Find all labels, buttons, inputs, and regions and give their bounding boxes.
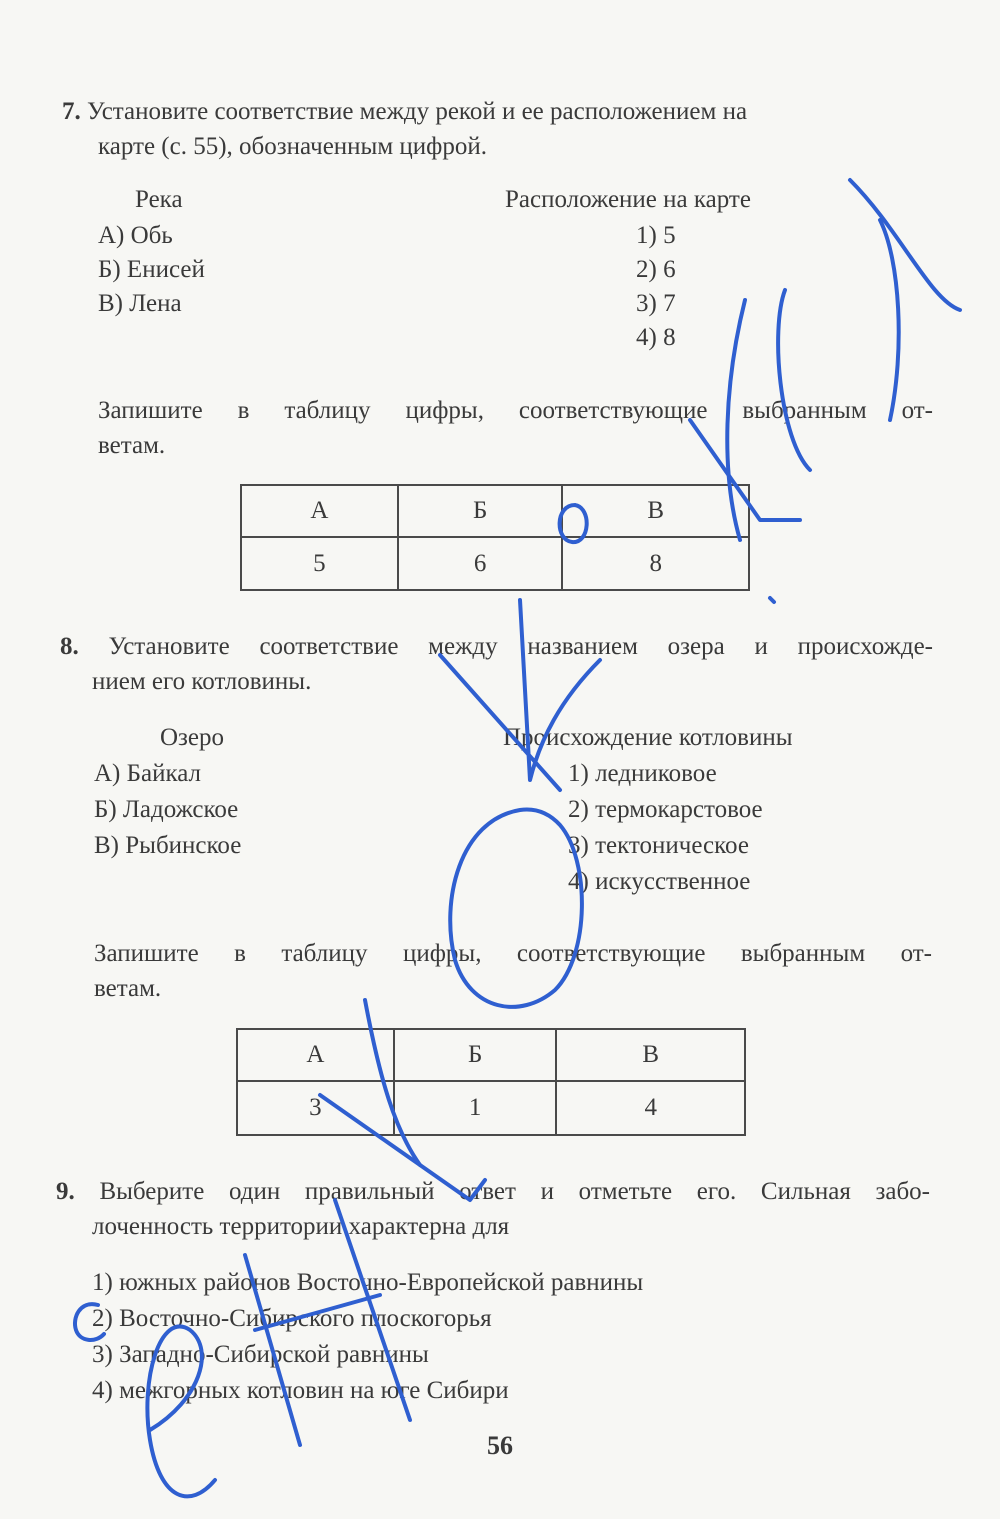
q8-header-b: Б (394, 1029, 557, 1081)
q8-left-item: Б) Ладожское (94, 796, 239, 823)
q8-answer-a[interactable]: 3 (237, 1081, 394, 1135)
ink-stroke (880, 220, 899, 420)
q7-line2: карте (с. 55), обозначенным цифрой. (98, 133, 488, 160)
q7-right-item: 2) 6 (636, 256, 676, 283)
q7-header-a: А (241, 485, 398, 537)
q9-text-1: Выберите один правильный ответ и отметьте его. Сильная забо- (99, 1178, 931, 1205)
q8-left-header: Озеро (160, 724, 225, 751)
q7-instruction-1: Запишите в таблицу цифры, соответствующие выбранным от- (98, 397, 933, 424)
q8-number: 8. (60, 633, 79, 660)
q7-answer-a[interactable]: 5 (241, 537, 398, 590)
q9-option[interactable]: 4) межгорных котловин на юге Сибири (92, 1377, 509, 1404)
q8-line2: нием его котловины. (92, 668, 312, 695)
q8-line1 (60, 630, 933, 664)
q7-right-item: 4) 8 (636, 324, 676, 351)
q8-answer-table (236, 1028, 746, 1136)
q7-number: 7. (62, 98, 81, 125)
q7-line1 (62, 95, 747, 129)
q7-left-item: В) Лена (98, 290, 182, 317)
q8-right-item: 1) ледниковое (568, 760, 717, 787)
q8-header-c: В (556, 1029, 745, 1081)
q8-answer-c[interactable]: 4 (556, 1081, 745, 1135)
q9-option[interactable]: 2) Восточно-Сибирского плоскогорья (92, 1305, 492, 1332)
q7-right-item: 1) 5 (636, 222, 676, 249)
q9-line1 (56, 1175, 930, 1209)
q8-left-item: В) Рыбинское (94, 832, 242, 859)
q7-left-item: А) Обь (98, 222, 173, 249)
ink-stroke (450, 810, 582, 1007)
q7-answer-table (240, 484, 750, 591)
q8-left-item: А) Байкал (94, 760, 202, 787)
q7-left-header: Река (135, 186, 183, 213)
q8-text-1: Установите соответствие между названием озера и происхожде- (108, 633, 933, 660)
q8-right-item: 3) тектоническое (568, 832, 749, 859)
q7-header-c: В (562, 485, 749, 537)
q8-instruction-2: ветам. (94, 975, 162, 1002)
q7-instruction-2: ветам. (98, 432, 166, 459)
q8-right-item: 4) искусственное (568, 868, 751, 895)
q9-option[interactable]: 3) Западно-Сибирской равнины (92, 1341, 429, 1368)
ink-stroke (850, 180, 960, 310)
q9-number: 9. (56, 1178, 75, 1205)
q8-answer-b[interactable]: 1 (394, 1081, 557, 1135)
q7-left-item: Б) Енисей (98, 256, 205, 283)
q8-right-header: Происхождение котловины (503, 724, 793, 751)
q7-answer-b[interactable]: 6 (398, 537, 563, 590)
q8-header-a: А (237, 1029, 394, 1081)
ink-stroke (778, 290, 810, 470)
q7-text-1: Установите соответствие между рекой и ее расположением на (87, 98, 748, 125)
q7-answer-c[interactable]: 8 (562, 537, 749, 590)
q8-instruction-1: Запишите в таблицу цифры, соответствующие выбранным от- (94, 940, 932, 967)
ink-stroke (770, 598, 774, 602)
q7-right-header: Расположение на карте (505, 186, 751, 213)
q7-header-b: Б (398, 485, 563, 537)
q9-option[interactable]: 1) южных районов Восточно-Европейской равнины (92, 1269, 644, 1296)
page-number: 56 (487, 1431, 513, 1460)
q8-right-item: 2) термокарстовое (568, 796, 763, 823)
q9-line2: лоченность территории характерна для (92, 1213, 510, 1240)
q7-right-item: 3) 7 (636, 290, 676, 317)
